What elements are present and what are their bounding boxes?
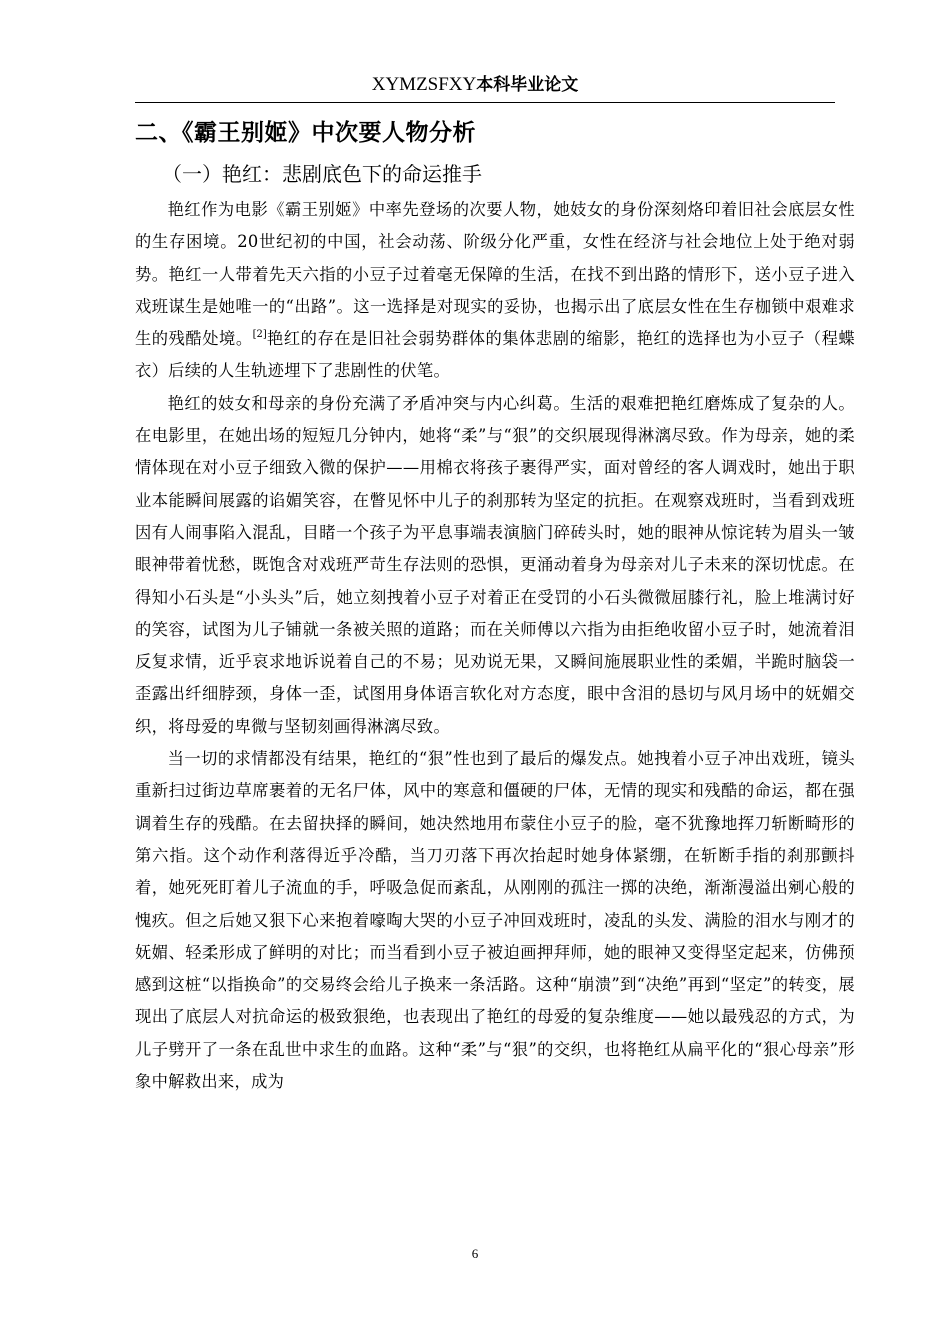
section-title: 二、《霸王别姬》中次要人物分析 — [135, 120, 476, 146]
header-label: 本科毕业论文 — [476, 75, 579, 95]
header-rule — [135, 102, 835, 103]
header-code: XYMZSFXY — [371, 74, 477, 95]
paragraph-1-before-citation: 艳红作为电影《霸王别姬》中率先登场的次要人物，她妓女的身份深刻烙印着旧社会底层女性的生存困境。20世纪初的中国，社会动荡、阶级分化严重，女性在经济与社会地位上处于绝对弱势。艳红一人带着先天六指的小豆子过着毫无保障的生活，在找不到出路的情形下，送小豆子进入戏班谋生是她唯一的“出路”。这一选择是对现实的妥协，也揭示出了底层女性在生存枷锁中艰难求生的残酷处境。 — [135, 200, 855, 349]
paragraph-2: 艳红的妓女和母亲的身份充满了矛盾冲突与内心纠葛。生活的艰难把艳红磨炼成了复杂的人。在电影里，在她出场的短短几分钟内，她将“柔”与“狠”的交织展现得淋漓尽致。作为母亲，她的柔情体现在对小豆子细致入微的保护——用棉衣将孩子裹得严实，面对曾经的客人调戏时，她出于职业本能瞬间展露的谄媚笑容，在瞥见怀中儿子的刹那转为坚定的抗拒。在观察戏班时，当看到戏班因有人闹事陷入混乱，目睹一个孩子为平息事端表演脑门碎砖头时，她的眼神从惊诧转为眉头一皱眼神带着忧愁，既饱含对戏班严苛生存法则的恐惧，更涌动着身为母亲对儿子未来的深切忧虑。在得知小石头是“小头头”后，她立刻拽着小豆子对着正在受罚的小石头微微屈膝行礼，脸上堆满讨好的笑容，试图为儿子铺就一条被关照的道路；而在关师傅以六指为由拒绝收留小豆子时，她流着泪反复求情，近乎哀求地诉说着自己的不易；见劝说无果，又瞬间施展职业性的柔媚，半跪时脑袋一歪露出纤细脖颈，身体一歪，试图用身体语言软化对方态度，眼中含泪的恳切与风月场中的妩媚交织，将母爱的卑微与坚韧刻画得淋漓尽致。 — [135, 393, 855, 736]
paragraph-1-after-citation: 艳红的存在是旧社会弱势群体的集体悲剧的缩影，艳红的选择也为小豆子（程蝶衣）后续的人生轨迹埋下了悲剧性的伏笔。 — [135, 329, 855, 381]
paragraph-1 — [135, 194, 855, 388]
page-number: 6 — [471, 1246, 479, 1261]
body-text — [135, 194, 855, 1098]
paragraph-3: 当一切的求情都没有结果，艳红的“狠”性也到了最后的爆发点。她拽着小豆子冲出戏班，镜头重新扫过街边草席裹着的无名尸体，风中的寒意和僵硬的尸体，无情的现实和残酷的命运，都在强调着生存的残酷。在去留抉择的瞬间，她决然地用布蒙住小豆子的脸，毫不犹豫地挥刀斩断畸形的第六指。这个动作利落得近乎冷酷，当刀刃落下再次抬起时她身体紧绷，在斩断手指的刹那颤抖着，她死死盯着儿子流血的手，呼吸急促而紊乱，从刚刚的孤注一掷的决绝，渐渐漫溢出剜心般的愧疚。但之后她又狠下心来抱着嚎啕大哭的小豆子冲回戏班时，凌乱的头发、满脸的泪水与刚才的妩媚、轻柔形成了鲜明的对比；而当看到小豆子被迫画押拜师，她的眼神又变得坚定起来，仿佛预感到这桩“以指换命”的交易终会给儿子换来一条活路。这种“崩溃”到“决绝”再到“坚定”的转变，展现出了底层人对抗命运的极致狠绝，也表现出了艳红的母爱的复杂维度——她以最残忍的方式，为儿子劈开了一条在乱世中求生的血路。这种“柔”与“狠”的交织，也将艳红从扁平化的“狠心母亲”形象中解救出来，成为 — [135, 749, 855, 1092]
citation-ref[interactable]: [2] — [252, 329, 267, 341]
running-header — [0, 72, 950, 97]
subsection-title: （一）艳红：悲剧底色下的命运推手 — [162, 162, 482, 186]
